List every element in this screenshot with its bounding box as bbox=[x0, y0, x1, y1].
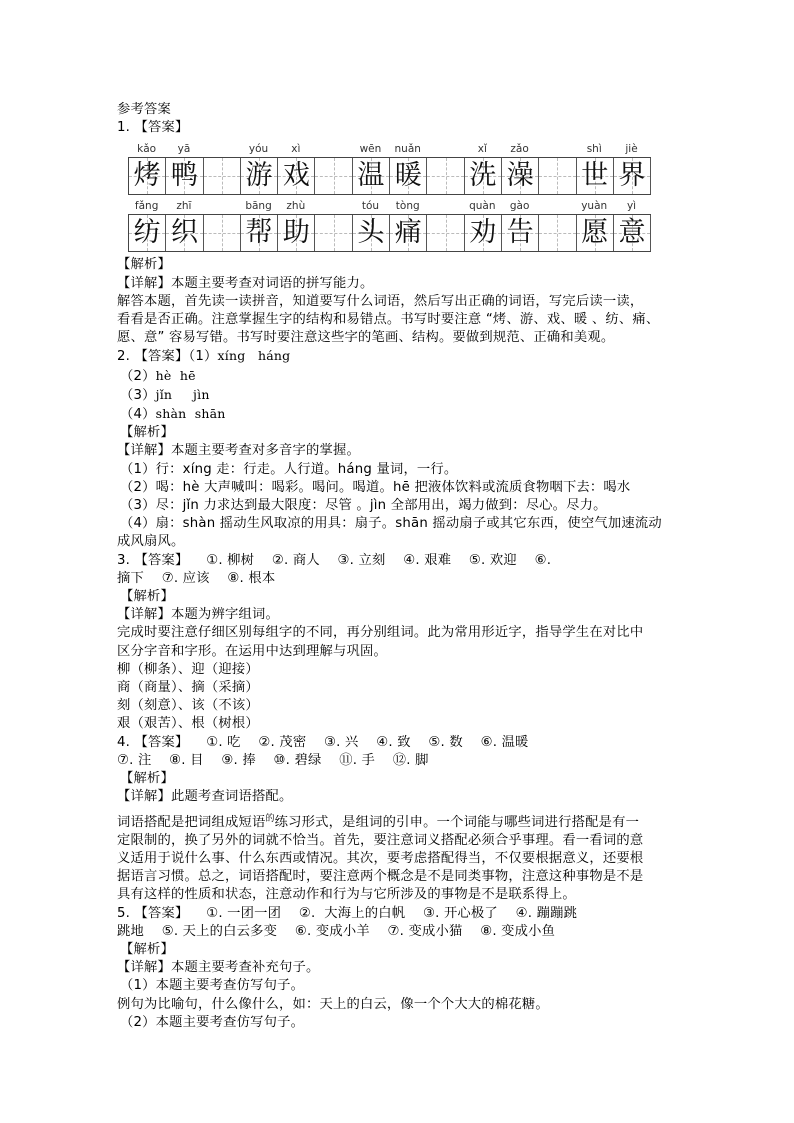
pinyin-label: yuàn bbox=[581, 200, 608, 213]
pinyin-answer: hè hē bbox=[155, 367, 196, 383]
pinyin-label: nuǎn bbox=[394, 143, 421, 156]
pinyin-spacer bbox=[314, 141, 351, 157]
character: 世 bbox=[581, 160, 609, 192]
word-group-line: 艰（艰苦）、根（树根） bbox=[117, 716, 259, 732]
character-box bbox=[166, 215, 203, 251]
pinyin-spacer bbox=[538, 141, 575, 157]
pinyin-label: gào bbox=[509, 200, 530, 213]
pinyin-label: yì bbox=[626, 200, 637, 213]
answer-number: （4） bbox=[120, 407, 156, 423]
pinyin-label: quàn bbox=[469, 200, 496, 213]
grid-row-1 bbox=[128, 141, 651, 195]
character-box bbox=[278, 158, 315, 194]
character: 劝 bbox=[469, 217, 497, 249]
character: 游 bbox=[245, 160, 273, 192]
empty-box bbox=[427, 158, 464, 194]
character-box-row bbox=[128, 157, 651, 195]
explanation-line: 区分字音和字形。在运用中达到理解与巩固。 bbox=[117, 643, 387, 659]
q4-answer-line: 4. 【答案】 ①. 吃 ②. 茂密 ③. 兴 ④. 致 ⑤. 数 ⑥. 温暖 bbox=[117, 734, 529, 750]
detail-heading: 【详解】本题主要考查对多音字的掌握。 bbox=[117, 443, 360, 459]
pinyin-row bbox=[128, 198, 651, 214]
pinyin-label: tòng bbox=[395, 200, 420, 213]
character: 澡 bbox=[506, 160, 534, 192]
character: 帮 bbox=[245, 217, 273, 249]
question-1 bbox=[117, 119, 697, 347]
question-4 bbox=[117, 734, 697, 905]
character-box bbox=[502, 215, 539, 251]
q2-answer-line bbox=[117, 347, 697, 366]
pinyin-label: shì bbox=[586, 143, 602, 156]
character: 纺 bbox=[133, 217, 161, 249]
character: 织 bbox=[170, 217, 198, 249]
character-box bbox=[465, 158, 502, 194]
analysis-label: 【解析】 bbox=[120, 425, 174, 441]
character: 界 bbox=[618, 160, 646, 192]
character: 戏 bbox=[282, 160, 310, 192]
pinyin-label: zhù bbox=[286, 200, 306, 213]
character-box bbox=[129, 158, 166, 194]
pinyin-label: zǎo bbox=[510, 143, 529, 156]
explanation-line: （1）本题主要考查仿写句子。 bbox=[120, 978, 305, 994]
pinyin-spacer bbox=[314, 198, 351, 214]
character: 暖 bbox=[394, 160, 422, 192]
pinyin-label: bāng bbox=[245, 200, 272, 213]
answer-number: （3） bbox=[120, 387, 156, 403]
pinyin-answer: shàn shān bbox=[155, 406, 226, 422]
detail-heading: 【详解】本题主要考查对词语的拼写能力。 bbox=[117, 275, 374, 291]
pinyin-spacer bbox=[538, 198, 575, 214]
character-box bbox=[577, 158, 614, 194]
character: 助 bbox=[282, 217, 310, 249]
explanation-line: （3）尽：jǐn 力求达到最大限度：尽管 。jìn 全部用出，竭力做到：尽心。尽力。 bbox=[120, 498, 607, 514]
pinyin-label: tóu bbox=[361, 200, 380, 213]
analysis-label: 【解析】 bbox=[117, 257, 171, 273]
explanation-line: 愿、意” 容易写错。书写时要注意这些字的笔画、结构。要做到规范、正确和美观。 bbox=[117, 330, 615, 346]
explanation-line: 据语言习惯。总之，词语搭配时，要注意两个概念是不是同类事物，注意这种事物是不是 bbox=[117, 869, 644, 885]
q5-answer-line: 跳地 ⑤. 天上的白云多变 ⑥. 变成小羊 ⑦. 变成小猫 ⑧. 变成小鱼 bbox=[117, 923, 556, 939]
character-box bbox=[353, 215, 390, 251]
pinyin-label: yā bbox=[177, 143, 191, 156]
character-box bbox=[241, 215, 278, 251]
word-group-line: 商（商量）、摘（采摘） bbox=[117, 680, 259, 696]
character-box bbox=[241, 158, 278, 194]
word-group-line: 刻（刻意）、该（不该） bbox=[117, 698, 259, 714]
q5-answer-line: 5. 【答案】 ①. 一团一团 ②. 大海上的白帆 ③. 开心极了 ④. 蹦蹦跳 bbox=[117, 905, 578, 921]
analysis-label: 【解析】 bbox=[120, 941, 174, 957]
character-box bbox=[129, 215, 166, 251]
character: 鸭 bbox=[170, 160, 198, 192]
analysis-label: 【解析】 bbox=[120, 589, 174, 605]
character: 意 bbox=[618, 217, 646, 249]
detail-heading: 【详解】此题考查词语搭配。 bbox=[117, 789, 293, 805]
explanation-line: （2）喝：hè 大声喊叫：喝彩。喝问。喝道。hē 把液体饮料或流质食物咽下去：喝水 bbox=[120, 479, 631, 495]
explanation-line: 完成时要注意仔细区别每组字的不同，再分别组词。此为常用形近字，指导学生在对比中 bbox=[117, 625, 644, 641]
pinyin-label: xì bbox=[291, 143, 301, 156]
empty-box bbox=[539, 215, 576, 251]
pinyin-spacer bbox=[203, 198, 240, 214]
answer-document bbox=[117, 101, 697, 1032]
pinyin-label: jiè bbox=[625, 143, 638, 156]
explanation-line: 义适用于说什么事、什么东西或情况。其次，要考虑搭配得当，不仅要根据意义，还要根 bbox=[117, 850, 644, 866]
document-title: 参考答案 bbox=[117, 102, 171, 117]
character-box bbox=[278, 215, 315, 251]
q2-answer-line bbox=[117, 405, 697, 424]
explanation-line: 成风扇风。 bbox=[117, 534, 185, 550]
explanation-line bbox=[117, 810, 697, 832]
empty-box bbox=[315, 215, 352, 251]
q3-answer-line: 3. 【答案】 ①. 柳树 ②. 商人 ③. 立刻 ④. 艰难 ⑤. 欢迎 ⑥. bbox=[117, 552, 552, 568]
q2-answer-line bbox=[117, 386, 697, 405]
question-3 bbox=[117, 552, 697, 734]
explanation-line: （4）扇：shàn 摇动生风取凉的用具：扇子。shān 摇动扇子或其它东西，使空气加速流动 bbox=[120, 516, 662, 532]
character-box bbox=[502, 158, 539, 194]
character-box bbox=[390, 158, 427, 194]
character: 告 bbox=[506, 217, 534, 249]
q1-answer-header: 1. 【答案】 bbox=[117, 120, 189, 136]
explanation-line: 定限制的，换了另外的词就不恰当。首先，要注意词义搭配必须合乎事理。看一看词的意 bbox=[117, 832, 644, 848]
question-2 bbox=[117, 347, 697, 551]
superscript-char: 的 bbox=[265, 813, 275, 824]
explanation-line: 解答本题，首先读一读拼音，知道要写什么词语，然后写出正确的词语，写完后读一读， bbox=[117, 293, 644, 309]
pinyin-label: xǐ bbox=[477, 143, 487, 156]
character: 烤 bbox=[133, 160, 161, 192]
word-group-line: 柳（柳条）、迎（迎接） bbox=[117, 661, 259, 677]
pinyin-label: zhī bbox=[176, 200, 192, 213]
explanation-line: （1）行：xíng 走：行走。人行道。háng 量词，一行。 bbox=[120, 461, 458, 477]
character: 愿 bbox=[581, 217, 609, 249]
pinyin-label: fǎng bbox=[134, 200, 159, 213]
empty-box bbox=[204, 215, 241, 251]
character: 温 bbox=[357, 160, 385, 192]
character-box bbox=[390, 215, 427, 251]
character: 痛 bbox=[394, 217, 422, 249]
answer-number: （1） bbox=[188, 349, 218, 365]
explanation-line: 例句为比喻句，什么像什么，如：天上的白云，像一个个大大的棉花糖。 bbox=[117, 996, 549, 1012]
text-segment: 练习形式，是组词的引申。一个词能与哪些词进行搭配是有一 bbox=[274, 814, 640, 830]
pinyin-label: yóu bbox=[248, 143, 269, 156]
character-box bbox=[614, 215, 651, 251]
explanation-line: 看看是否正确。注意掌握生字的结构和易错点。书写时要注意 “烤、游、戏、暖 、纺、痛、 bbox=[117, 312, 660, 328]
empty-box bbox=[539, 158, 576, 194]
pinyin-spacer bbox=[426, 141, 463, 157]
grid-row-2 bbox=[128, 198, 651, 252]
explanation-line: （2）本题主要考查仿写句子。 bbox=[120, 1014, 305, 1030]
pinyin-spacer bbox=[426, 198, 463, 214]
pinyin-answer: jǐn jìn bbox=[155, 386, 210, 402]
q4-answer-line: ⑦. 注 ⑧. 目 ⑨. 捧 ⑩. 碧绿 ⑪. 手 ⑫. 脚 bbox=[117, 752, 429, 768]
pinyin-row bbox=[128, 141, 651, 157]
answer-number: （2） bbox=[120, 368, 156, 384]
analysis-label: 【解析】 bbox=[120, 771, 174, 787]
character-box bbox=[465, 215, 502, 251]
pinyin-answer: xíng háng bbox=[217, 348, 291, 364]
q2-answer-header: 2. 【答案】 bbox=[117, 349, 189, 365]
character-box-row bbox=[128, 214, 651, 252]
explanation-line: 具有这样的性质和状态，注意动作和行为与它所涉及的事物是不是联系得上。 bbox=[117, 887, 576, 903]
empty-box bbox=[427, 215, 464, 251]
character-box bbox=[166, 158, 203, 194]
q3-answer-line: 摘下 ⑦. 应该 ⑧. 根本 bbox=[117, 570, 276, 586]
character: 头 bbox=[357, 217, 385, 249]
character-box bbox=[577, 215, 614, 251]
text-segment: 词语搭配是把词组成短语 bbox=[117, 814, 266, 830]
detail-heading: 【详解】本题主要考查补充句子。 bbox=[117, 960, 320, 976]
pinyin-label: kǎo bbox=[137, 143, 157, 156]
pinyin-character-grid bbox=[128, 141, 697, 253]
pinyin-label: wēn bbox=[359, 143, 382, 156]
pinyin-spacer bbox=[203, 141, 240, 157]
character-box bbox=[353, 158, 390, 194]
question-5 bbox=[117, 905, 697, 1032]
character: 洗 bbox=[469, 160, 497, 192]
empty-box bbox=[315, 158, 352, 194]
detail-heading: 【详解】本题为辨字组词。 bbox=[117, 607, 279, 623]
q2-answer-line bbox=[117, 367, 697, 386]
character-box bbox=[614, 158, 651, 194]
empty-box bbox=[204, 158, 241, 194]
